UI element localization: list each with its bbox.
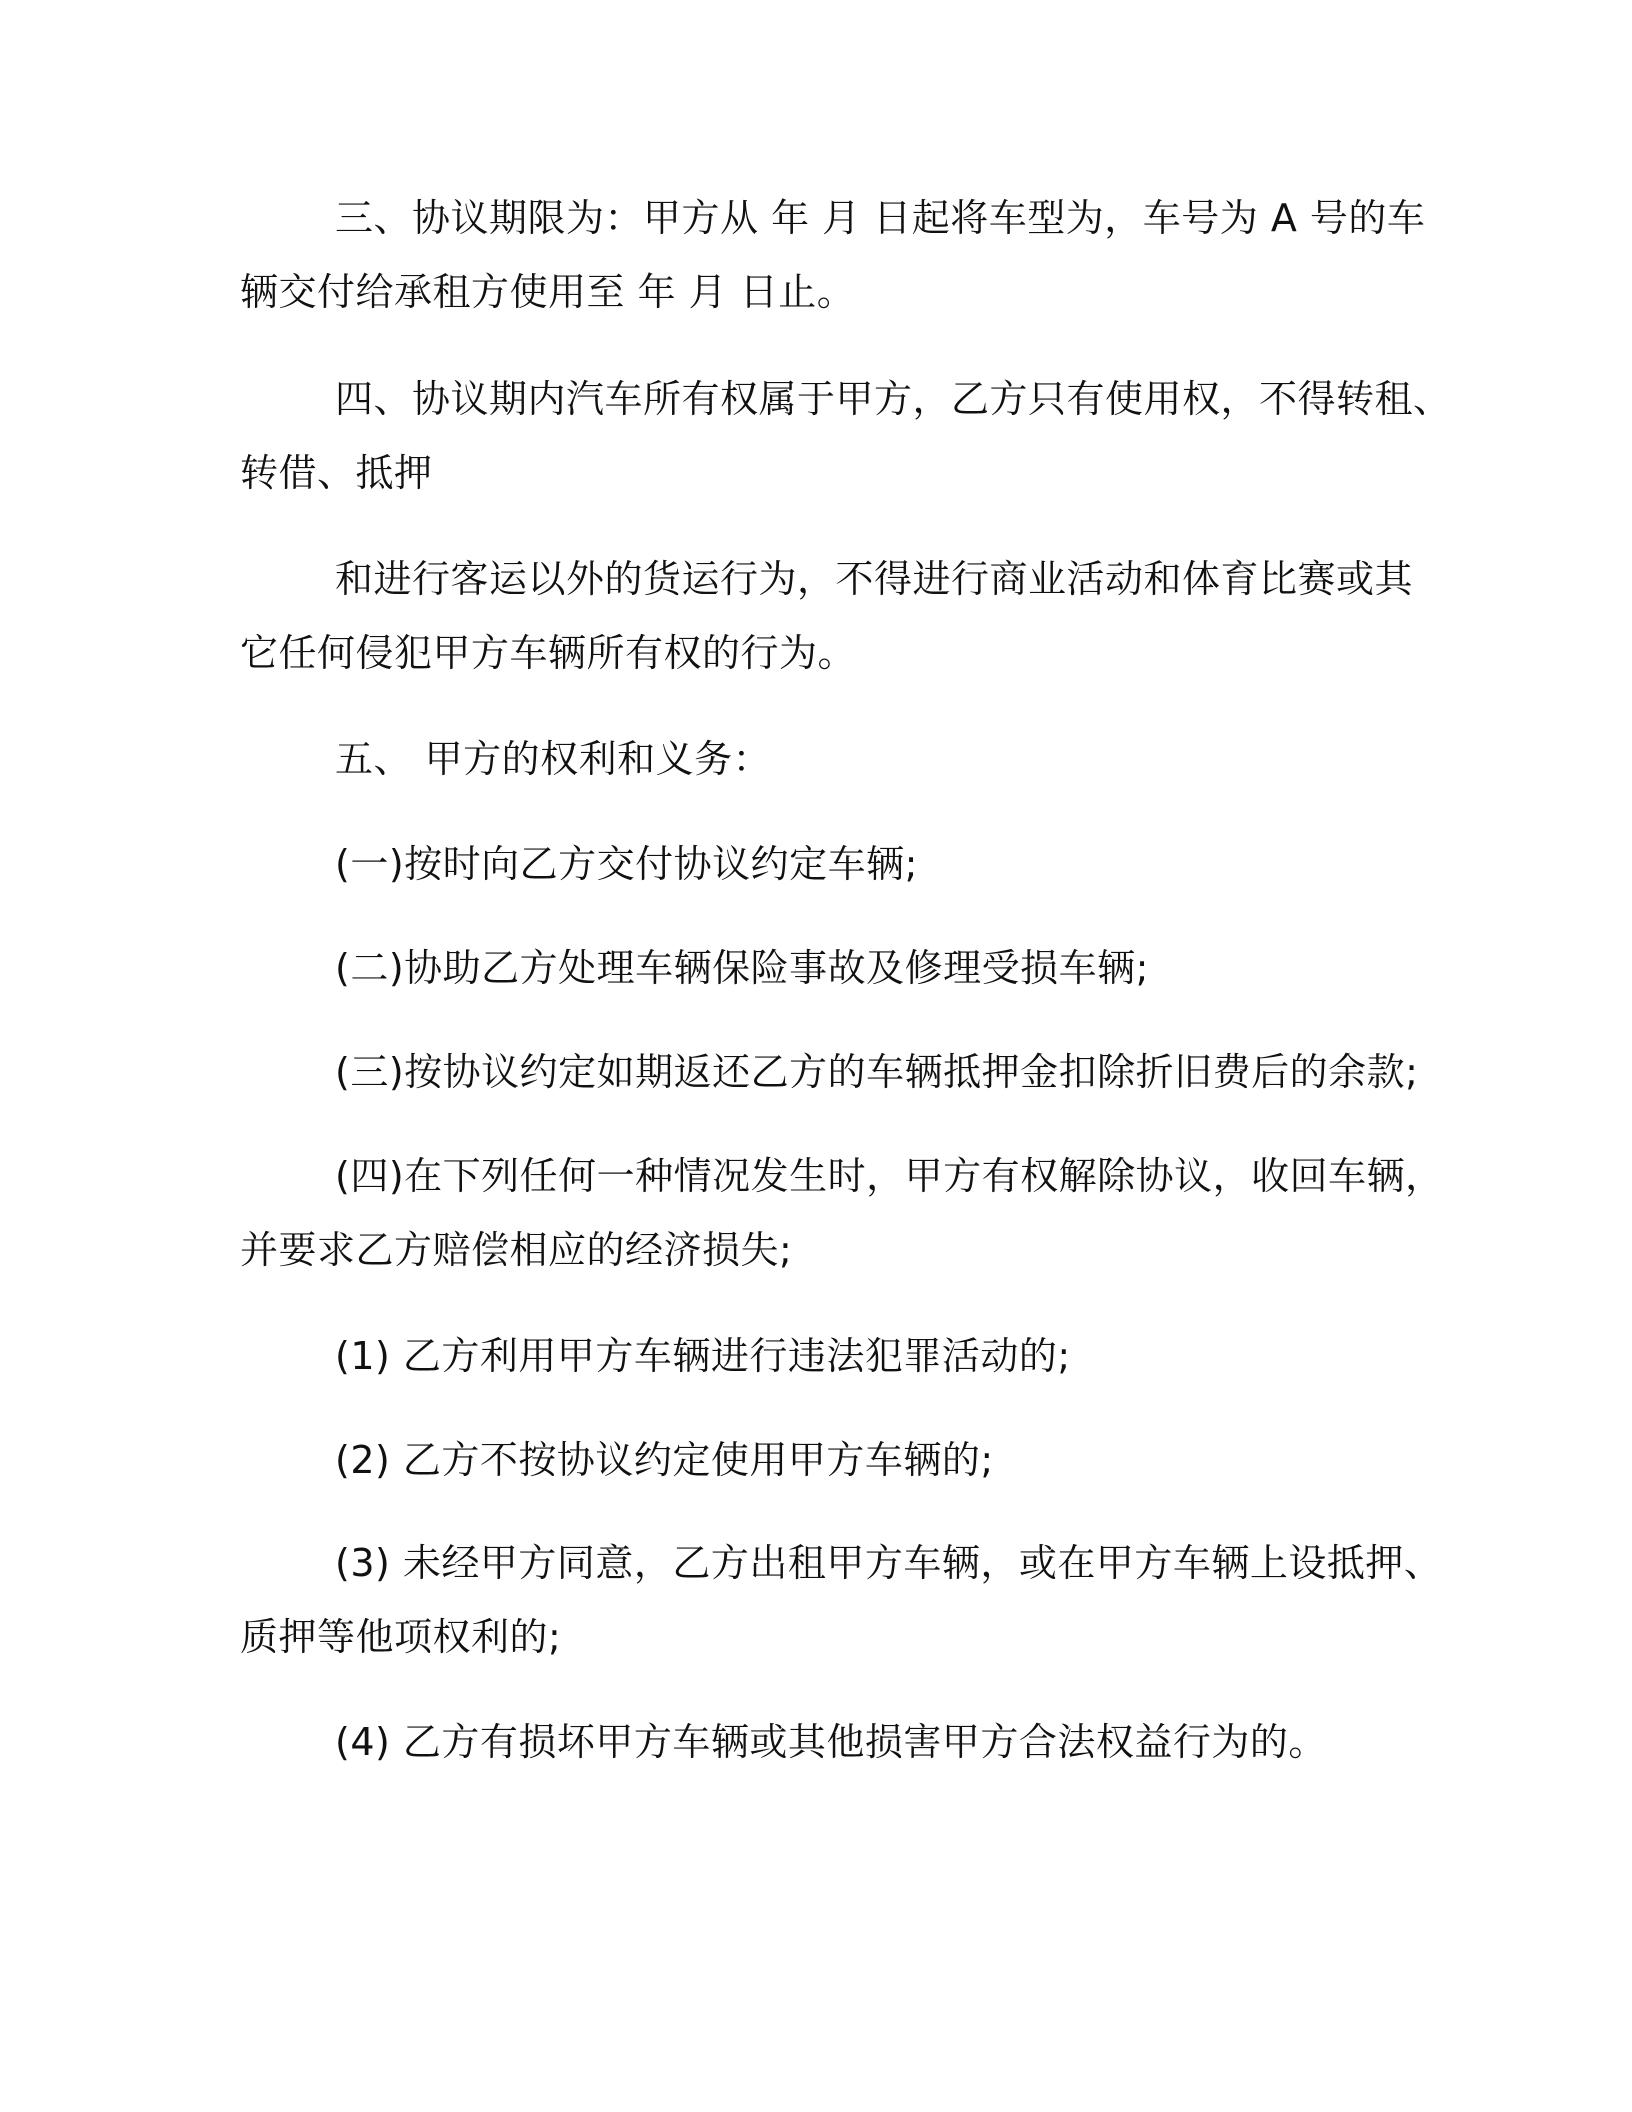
subitem-2: (2) 乙方不按协议约定使用甲方车辆的; xyxy=(335,1438,994,1482)
clause-4-cont-line-2: 它任何侵犯甲方车辆所有权的行为。 xyxy=(240,631,857,675)
clause-3-line-1: 三、协议期限为：甲方从 年 月 日起将车型为，车号为 A 号的车 xyxy=(335,196,1426,240)
clause-4-cont-line-1: 和进行客运以外的货运行为，不得进行商业活动和体育比赛或其 xyxy=(335,557,1414,601)
section-5-heading: 五、 甲方的权利和义务： xyxy=(335,737,772,781)
subitem-3-line-2: 质押等他项权利的; xyxy=(240,1615,562,1659)
item-1: (一)按时向乙方交付协议约定车辆; xyxy=(335,842,918,886)
subitem-1: (1) 乙方利用甲方车辆进行违法犯罪活动的; xyxy=(335,1334,1071,1378)
item-3: (三)按协议约定如期返还乙方的车辆抵押金扣除折旧费后的余款; xyxy=(335,1050,1419,1094)
item-4-line-1: (四)在下列任何一种情况发生时，甲方有权解除协议，收回车辆， xyxy=(335,1154,1444,1198)
clause-4-line-1: 四、协议期内汽车所有权属于甲方，乙方只有使用权，不得转租、 xyxy=(335,377,1452,421)
subitem-3-line-1: (3) 未经甲方同意，乙方出租甲方车辆，或在甲方车辆上设抵押、 xyxy=(335,1541,1443,1585)
subitem-4: (4) 乙方有损坏甲方车辆或其他损害甲方合法权益行为的。 xyxy=(335,1720,1327,1764)
item-2: (二)协助乙方处理车辆保险事故及修理受损车辆; xyxy=(335,946,1149,990)
item-4-line-2: 并要求乙方赔偿相应的经济损失; xyxy=(240,1228,793,1272)
clause-3-line-2: 辆交付给承租方使用至 年 月 日止。 xyxy=(240,270,856,314)
clause-4-line-2: 转借、抵押 xyxy=(240,451,433,495)
